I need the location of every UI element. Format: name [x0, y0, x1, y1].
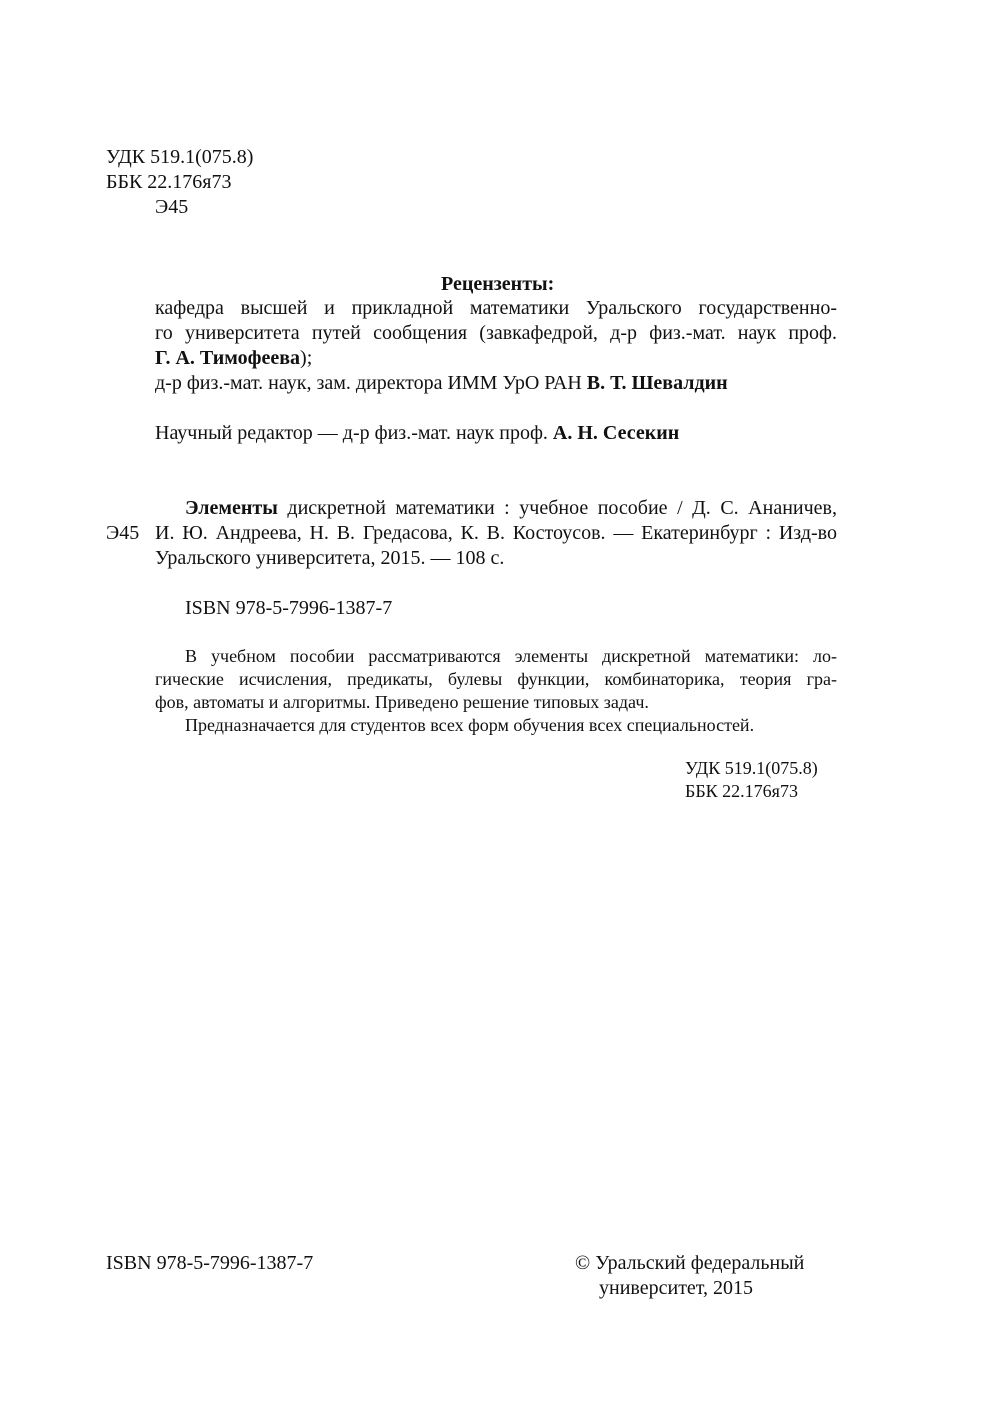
reviewers-heading: Рецензенты:: [441, 273, 555, 295]
footer-isbn: ISBN 978-5-7996-1387-7: [106, 1252, 314, 1274]
udk-code: УДК 519.1(075.8): [106, 146, 254, 168]
abstract-line-3: фов, автоматы и алгоритмы. Приведено решение типовых задач.: [155, 692, 649, 712]
reviewers-line-3: [155, 346, 312, 370]
reviewers-line-4: [155, 371, 728, 395]
isbn: ISBN 978-5-7996-1387-7: [185, 597, 393, 619]
reviewers-line-2: го университета путей сообщения (завкафедрой, д-р физ.-мат. наук проф.: [155, 322, 837, 344]
abstract-line-4: Предназначается для студентов всех форм обучения всех специальностей.: [185, 715, 755, 735]
bibliography-title-bold: Элементы: [185, 497, 278, 519]
reviewers-line-3-suffix: );: [300, 347, 313, 369]
bibliography-line-2: И. Ю. Андреева, Н. В. Гредасова, К. В. Костоусов. — Екатеринбург : Изд-во: [155, 522, 837, 544]
bbk-code: ББК 22.176я73: [106, 171, 232, 193]
abstract-line-1: В учебном пособии рассматриваются элементы дискретной математики: ло-: [185, 646, 837, 666]
reviewer-name-timofeeva: Г. А. Тимофеева: [155, 347, 301, 369]
author-mark: Э45: [155, 196, 189, 218]
editor-name: А. Н. Сесекин: [552, 422, 680, 444]
editor-prefix: Научный редактор — д-р физ.-мат. наук проф.: [155, 422, 553, 444]
reviewers-line-1: кафедра высшей и прикладной математики Уральского государственно-: [155, 297, 837, 319]
reviewers-line-4-prefix: д-р физ.-мат. наук, зам. директора ИММ УрО РАН: [155, 372, 587, 394]
scientific-editor: [155, 421, 679, 445]
abstract-line-2: гические исчисления, предикаты, булевы функции, комбинаторика, теория гра-: [155, 669, 837, 689]
copyright-line-1: © Уральский федеральный: [575, 1252, 805, 1274]
reviewer-name-shevaldin: В. Т. Шевалдин: [586, 372, 728, 394]
bibliography-line-3: Уральского университета, 2015. — 108 с.: [155, 547, 505, 569]
copyright-line-2: университет, 2015: [599, 1277, 754, 1299]
bibliography-line-1: [185, 496, 837, 520]
bibliography-line-1-rest: дискретной математики : учебное пособие / Д. С. Ананичев,: [277, 497, 837, 519]
bbk-code-right: ББК 22.176я73: [685, 781, 798, 801]
bibliography-mark: Э45: [106, 522, 140, 544]
udk-code-right: УДК 519.1(075.8): [685, 758, 818, 778]
